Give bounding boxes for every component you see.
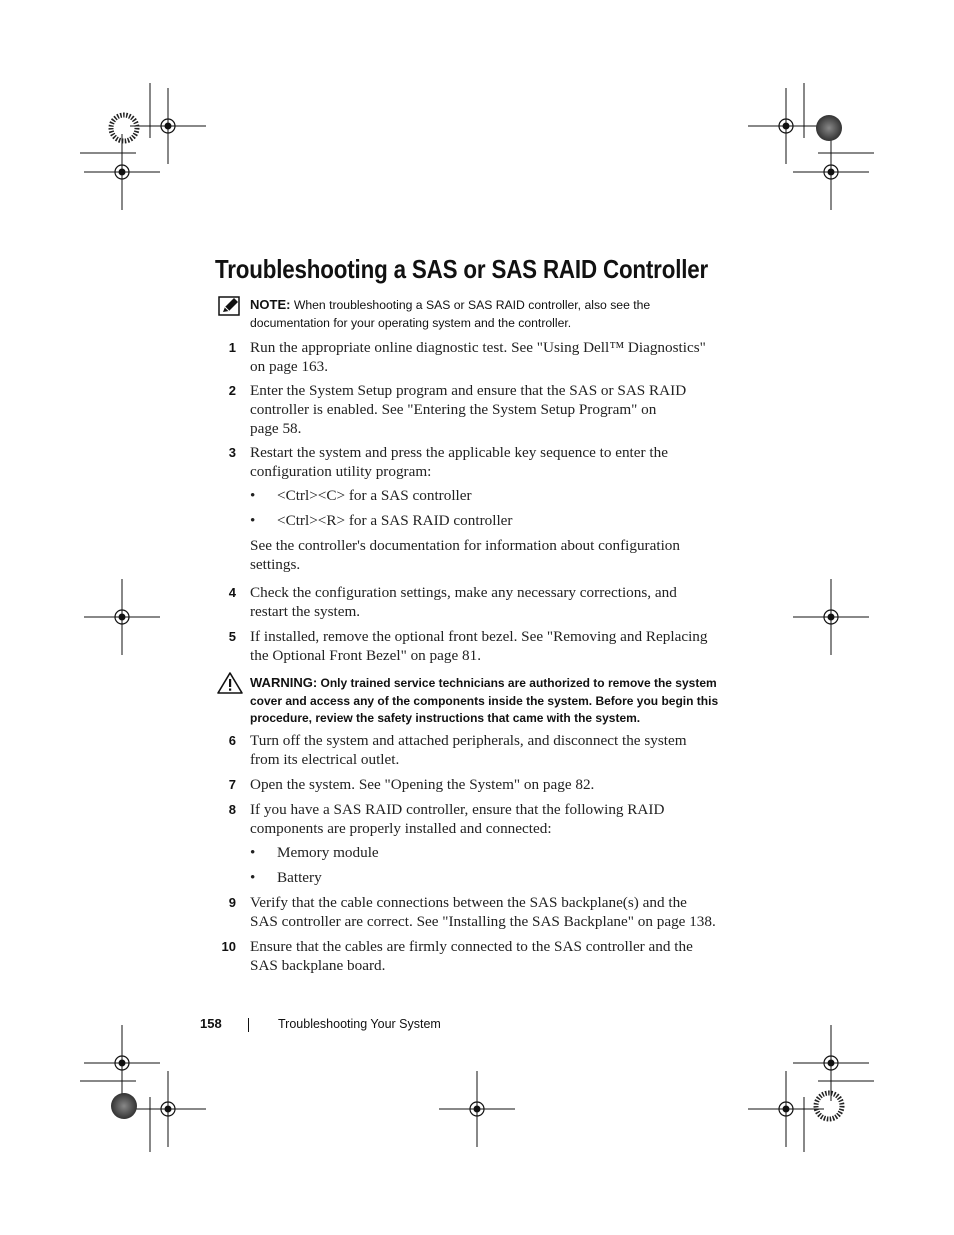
step-text: [250, 775, 720, 794]
bullet-text: <Ctrl><R> for a SAS RAID controller: [277, 512, 513, 529]
step-number: 1: [228, 340, 236, 355]
note-label: NOTE:: [250, 297, 291, 312]
step-line: Run the appropriate online diagnostic test. See "Using Dell™ Diagnostics": [250, 339, 706, 356]
bullet-text: Battery: [277, 869, 322, 886]
step-number: 2: [228, 383, 236, 398]
bullet-dot: •: [250, 487, 256, 504]
step-line: from its electrical outlet.: [250, 751, 400, 768]
step-line: If installed, remove the optional front bezel. See "Removing and Replacing: [250, 628, 708, 645]
crop-mark-bottom-left: [80, 1025, 206, 1152]
step-line: Verify that the cable connections between the SAS backplane(s) and the: [250, 894, 687, 911]
step-line: restart the system.: [250, 603, 361, 620]
crop-mark-bottom-right: [748, 1025, 874, 1152]
warning-block: [250, 674, 720, 728]
step-text: [250, 338, 720, 376]
crop-mark-top-left: [80, 83, 206, 210]
step-line: configuration utility program:: [250, 463, 432, 480]
paragraph-line: See the controller's documentation for information about configuration: [250, 537, 680, 554]
step-number: 5: [228, 629, 236, 644]
footer-chapter-title: Troubleshooting Your System: [278, 1017, 441, 1031]
warning-text: cover and access any of the components inside the system. Before you begin this: [250, 693, 719, 708]
step-text: [250, 893, 720, 931]
step-line: SAS controller are correct. See "Installing the SAS Backplane" on page 138.: [250, 913, 716, 930]
step-line: Enter the System Setup program and ensure that the SAS or SAS RAID: [250, 382, 687, 399]
footer-divider: [248, 1018, 249, 1032]
bullet-dot: •: [250, 869, 256, 886]
warning-text: Only trained service technicians are authorized to remove the system: [320, 676, 717, 690]
step-number: 8: [228, 802, 236, 817]
step-line: Restart the system and press the applicable key sequence to enter the: [250, 444, 668, 461]
step-line: Open the system. See "Opening the System" on page 82.: [250, 776, 595, 793]
step-number: 4: [228, 585, 236, 600]
paragraph-line: settings.: [250, 556, 301, 573]
step-number: 10: [221, 939, 236, 954]
step-line: controller is enabled. See "Entering the System Setup Program" on: [250, 401, 657, 418]
warning-label: WARNING:: [250, 675, 318, 690]
step-line: the Optional Front Bezel" on page 81.: [250, 647, 482, 664]
note-block: [250, 296, 720, 332]
note-text: When troubleshooting a SAS or SAS RAID controller, also see the documentation for your operating system and the controller.: [250, 298, 651, 330]
step-text: [250, 627, 720, 665]
step-text: [250, 731, 720, 769]
step-line: If you have a SAS RAID controller, ensure that the following RAID: [250, 801, 665, 818]
warning-text: procedure, review the safety instructions that came with the system.: [250, 711, 641, 725]
step3-paragraph: [250, 536, 710, 574]
bullet-text: <Ctrl><C> for a SAS controller: [277, 487, 472, 504]
bullet-text: Memory module: [277, 844, 379, 861]
page-heading: Troubleshooting a SAS or SAS RAID Controller: [215, 254, 709, 284]
step-number: 7: [228, 777, 236, 792]
step-line: Ensure that the cables are firmly connected to the SAS controller and the: [250, 938, 693, 955]
step-number: 6: [228, 733, 236, 748]
step-number: 3: [228, 445, 236, 460]
step-number: 9: [228, 895, 236, 910]
step-line: components are properly installed and connected:: [250, 820, 552, 837]
crop-mark-middle-right: [793, 579, 869, 655]
crop-mark-middle-left: [84, 579, 160, 655]
step-line: Turn off the system and attached peripherals, and disconnect the system: [250, 732, 687, 749]
bullet-dot: •: [250, 844, 256, 861]
step-text: [250, 583, 720, 621]
step-text: [250, 937, 720, 975]
step-text: [250, 443, 720, 481]
step-line: on page 163.: [250, 358, 329, 375]
bullet-dot: •: [250, 512, 256, 529]
step-text: [250, 800, 720, 838]
step-line: page 58.: [250, 420, 302, 437]
page-number: 158: [200, 1016, 222, 1031]
crop-mark-top-right: [748, 83, 874, 210]
crop-mark-bottom-center: [439, 1071, 515, 1147]
step-text: [250, 381, 720, 438]
note-pencil-icon: [218, 296, 240, 316]
warning-triangle-icon: [216, 671, 244, 695]
step-line: Check the configuration settings, make any necessary corrections, and: [250, 584, 677, 601]
step-line: SAS backplane board.: [250, 957, 386, 974]
